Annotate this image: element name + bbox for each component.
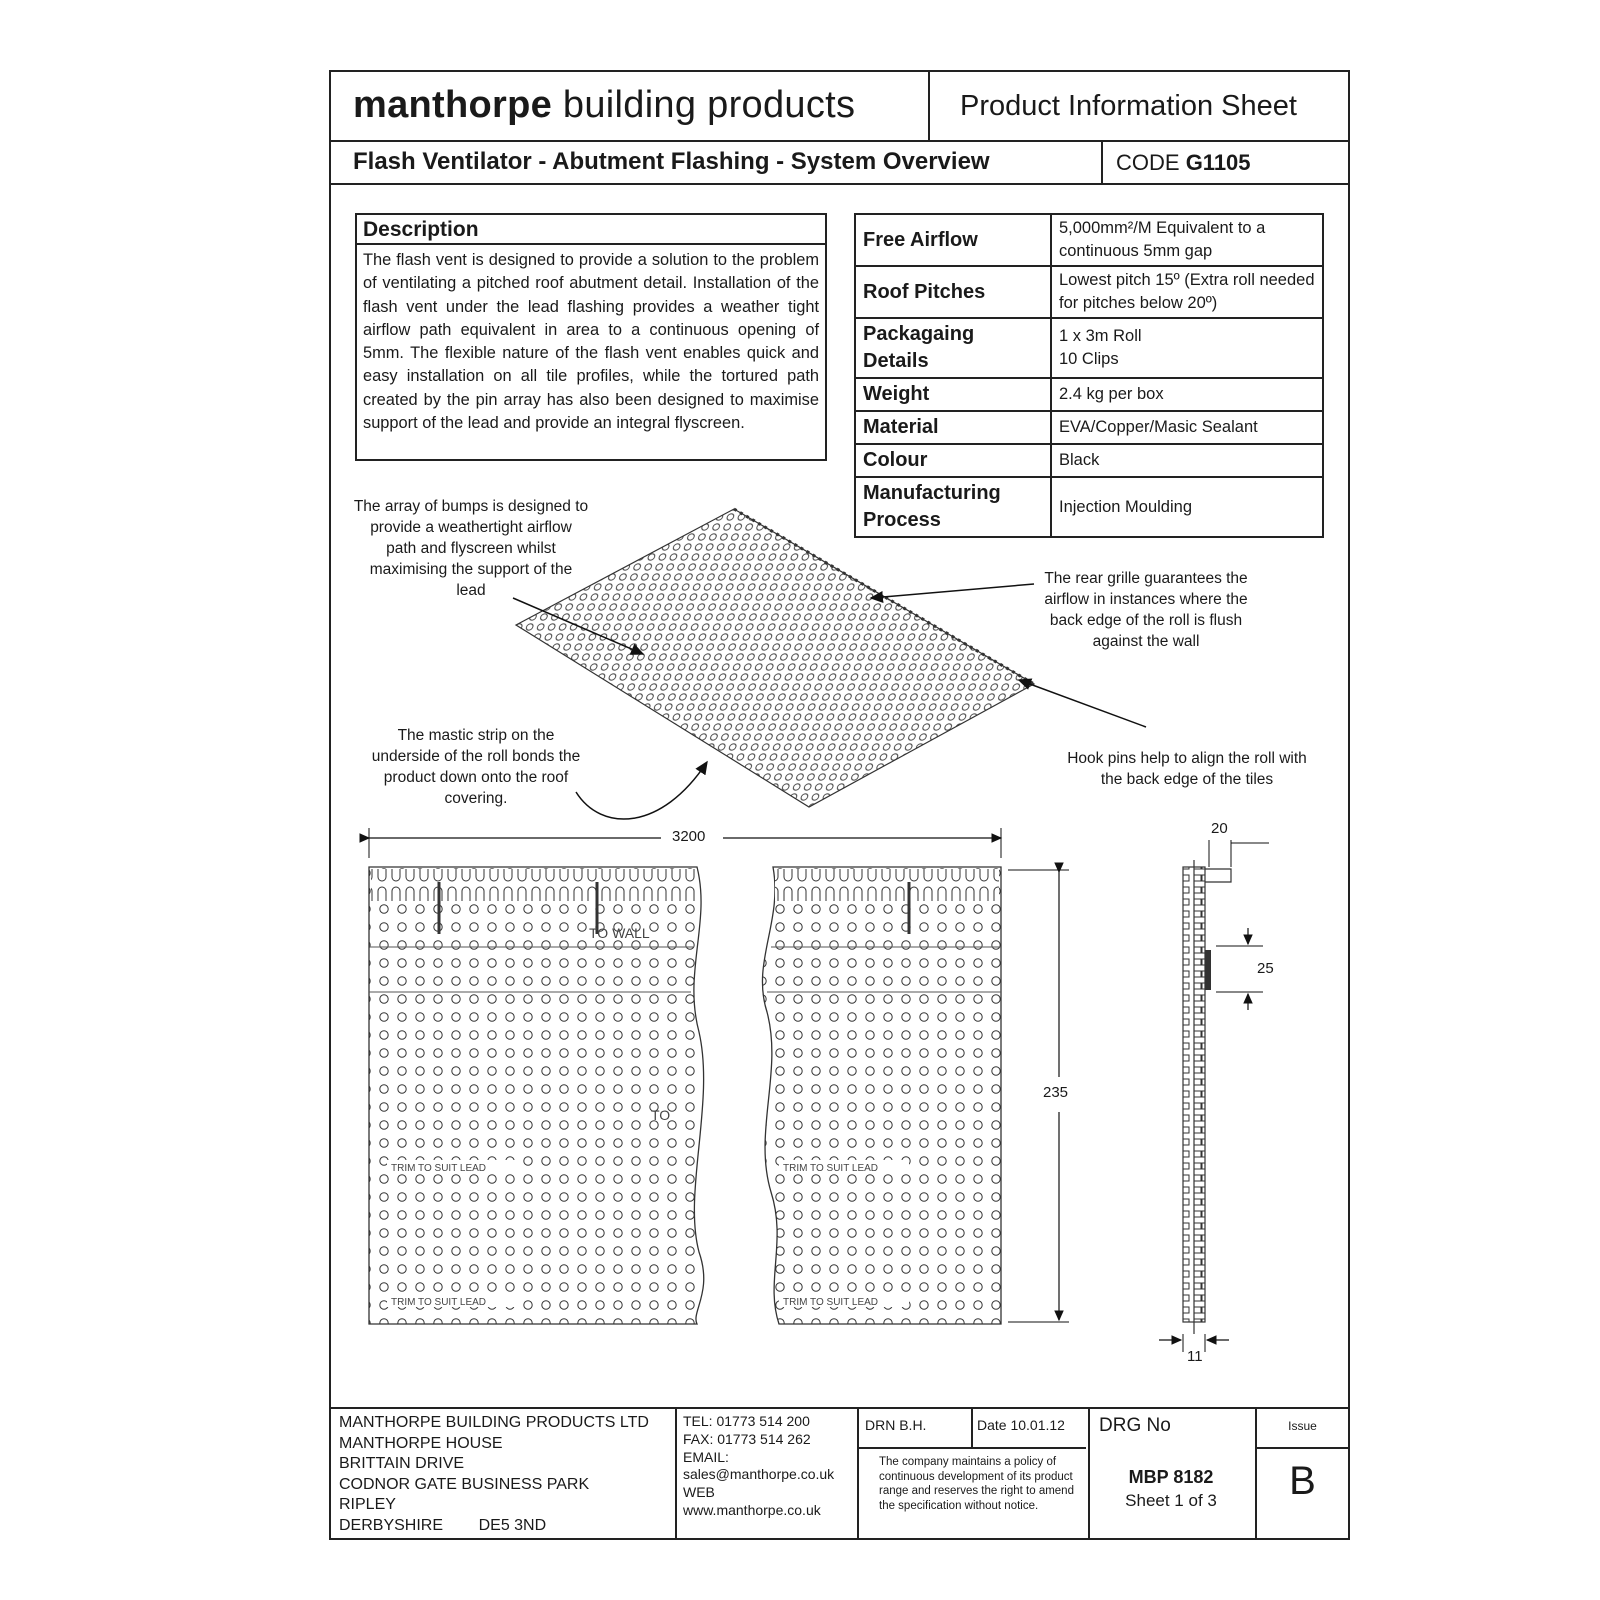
- footer-divider: [857, 1407, 859, 1538]
- trim-label-right: TRIM TO SUIT LEAD: [783, 1163, 879, 1174]
- description-text: The flash vent is designed to provide a solution to the problem of ventilating a pitched roof abutment detail. Installation of the flash vent under the lead flashing provides a weather tight airflow path equivalent in area to a continuous opening of 5mm. The flexible nature of the flash vent enables quick and easy installation on all tile profiles, while the tortured path created by the pin array has also been designed to maximise support of the lead and provide an integral flyscreen.: [363, 251, 819, 433]
- brand-logo: manthorpe building products: [353, 84, 856, 126]
- isometric-roll: [516, 509, 1034, 807]
- annotation-bumps: The array of bumps is designed to provide a weathertight airflow path and flyscreen whilst maximising the support of the lead: [353, 498, 589, 599]
- plan-panel-left: [369, 867, 704, 1324]
- policy-note: The company maintains a policy of continuous development of its product range and reserves the right to amend the specification without notice.: [879, 1456, 1074, 1512]
- annotation-mastic: The mastic strip on the underside of the roll bonds the product down onto the roof covering.: [371, 727, 581, 807]
- trim-label-bottom-left: TRIM TO SUIT LEAD: [391, 1297, 487, 1308]
- towall-label: TO WALL: [589, 925, 650, 941]
- to-label: TO: [651, 1107, 671, 1123]
- contact-details: TEL: 01773 514 200 FAX: 01773 514 262 EMAIL: sales@manthorpe.co.uk WEB www.manthorpe.co.uk: [683, 1413, 835, 1518]
- drawing-area: [331, 72, 1348, 1402]
- dim-thick-label: 11: [1187, 1348, 1203, 1365]
- footer-divider: [675, 1407, 677, 1538]
- spec-label: Roof Pitches: [855, 266, 1051, 318]
- spec-label: Packagaing Details: [855, 318, 1051, 378]
- spec-label: Manufacturing Process: [855, 477, 1051, 537]
- plan-panel-right: [762, 867, 1001, 1324]
- spec-value: Black: [1051, 444, 1323, 477]
- leader-mastic: [576, 762, 707, 819]
- company-address: MANTHORPE BUILDING PRODUCTS LTD MANTHORPE HOUSE BRITTAIN DRIVE CODNOR GATE BUSINESS PARK RIPLEY DERBYSHIRE DE5 3ND: [339, 1414, 649, 1534]
- drawn-by: DRN B.H.: [865, 1417, 927, 1433]
- product-code: CODE G1105: [1116, 150, 1251, 175]
- leader-hook: [1019, 680, 1146, 727]
- sheet-type: Product Information Sheet: [960, 90, 1297, 122]
- dim-clip-label: 25: [1257, 960, 1274, 977]
- description-heading: Description: [357, 215, 825, 245]
- spec-value: 1 x 3m Roll 10 Clips: [1051, 318, 1323, 378]
- spec-value: EVA/Copper/Masic Sealant: [1051, 411, 1323, 444]
- page-title: Flash Ventilator - Abutment Flashing - System Overview: [353, 148, 990, 175]
- spec-value: 2.4 kg per box: [1051, 378, 1323, 411]
- drawing-date: Date 10.01.12: [977, 1417, 1065, 1433]
- spec-value: Injection Moulding: [1051, 477, 1323, 537]
- spec-label: Weight: [855, 378, 1051, 411]
- title-block: [331, 1407, 1348, 1538]
- footer-rule: [331, 1407, 1348, 1409]
- side-elevation: [1159, 840, 1269, 1352]
- annotation-grille: The rear grille guarantees the airflow in instances where the back edge of the roll is flush against the wall: [1044, 570, 1248, 650]
- drg-label: DRG No: [1099, 1415, 1171, 1436]
- spec-value: Lowest pitch 15º (Extra roll needed for pitches below 20º): [1051, 266, 1323, 318]
- leader-grille: [871, 584, 1034, 598]
- spec-label: Free Airflow: [855, 214, 1051, 266]
- trim-label-bottom-right: TRIM TO SUIT LEAD: [783, 1297, 879, 1308]
- drg-number: MBP 8182: [1128, 1467, 1214, 1487]
- dim-height-label: 235: [1043, 1084, 1069, 1101]
- issue-letter: B: [1289, 1459, 1316, 1503]
- spec-label: Colour: [855, 444, 1051, 477]
- footer-divider: [971, 1407, 973, 1447]
- sheet-number: Sheet 1 of 3: [1125, 1491, 1217, 1510]
- dim-length-label: 3200: [672, 828, 706, 845]
- spec-value: 5,000mm²/M Equivalent to a continuous 5mm gap: [1051, 214, 1323, 266]
- issue-rule: [1255, 1447, 1348, 1449]
- annotation-hook: Hook pins help to align the roll with the back edge of the tiles: [1067, 750, 1307, 788]
- spec-label: Material: [855, 411, 1051, 444]
- issue-label: Issue: [1288, 1419, 1317, 1433]
- dim-top-label: 20: [1211, 820, 1228, 837]
- product-sheet: [329, 70, 1350, 1540]
- footer-rule-inner: [857, 1447, 1086, 1449]
- trim-label-left: TRIM TO SUIT LEAD: [391, 1163, 487, 1174]
